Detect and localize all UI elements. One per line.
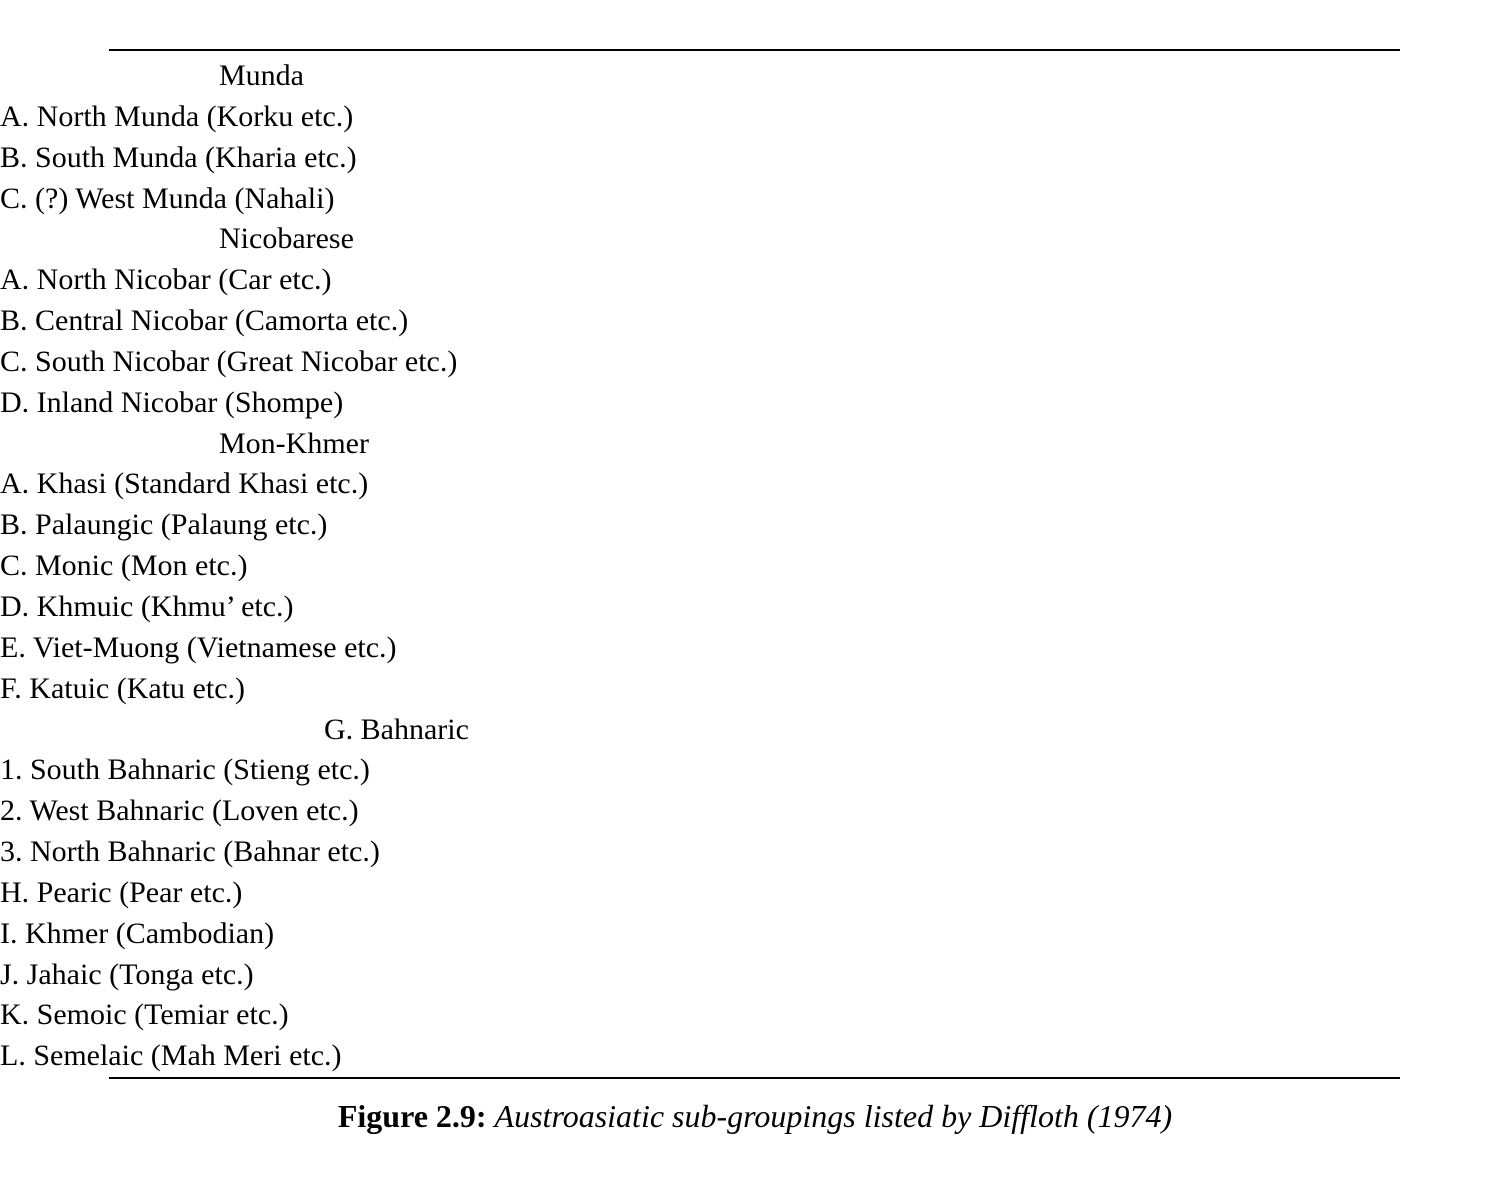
- subbranch-item: 1. South Bahnaric (Stieng etc.): [0, 753, 370, 787]
- branch-item: I. Khmer (Cambodian): [0, 916, 275, 950]
- figure-caption: [0, 1094, 1510, 1138]
- group-heading: Munda: [219, 59, 304, 92]
- group-munda: [0, 56, 1510, 219]
- top-rule: [109, 49, 1400, 51]
- branch-list: [0, 464, 1510, 1077]
- branch-bahnaric: [0, 710, 1510, 873]
- figure-label: Figure 2.9:: [337, 1098, 487, 1134]
- group-mon-khmer: [0, 424, 1510, 1078]
- figure-caption-text: Austroasiatic sub-groupings listed by Diffloth (1974): [494, 1098, 1173, 1134]
- branch-item: A. North Munda (Korku etc.): [0, 99, 354, 133]
- branch-item: D. Inland Nicobar (Shompe): [0, 385, 344, 419]
- group-nicobarese: [0, 219, 1510, 423]
- bottom-rule: [109, 1077, 1400, 1079]
- branch-list: [0, 97, 1510, 220]
- branch-item: C. Monic (Mon etc.): [0, 549, 248, 583]
- branch-item: F. Katuic (Katu etc.): [0, 671, 246, 705]
- branch-item: C. South Nicobar (Great Nicobar etc.): [0, 344, 458, 378]
- branch-item: L. Semelaic (Mah Meri etc.): [0, 1039, 342, 1073]
- subbranch-item: 2. West Bahnaric (Loven etc.): [0, 794, 359, 828]
- group-heading: Nicobarese: [219, 222, 354, 256]
- branch-item: G. Bahnaric: [324, 712, 469, 746]
- subbranch-item: 3. North Bahnaric (Bahnar etc.): [0, 835, 380, 869]
- branch-item: D. Khmuic (Khmu’ etc.): [0, 589, 294, 623]
- branch-item: B. Palaungic (Palaung etc.): [0, 508, 328, 542]
- branch-list: [0, 260, 1510, 423]
- branch-item: B. South Munda (Kharia etc.): [0, 140, 357, 174]
- branch-item: B. Central Nicobar (Camorta etc.): [0, 304, 409, 338]
- subgrouping-list: [0, 56, 1510, 1077]
- branch-item: A. North Nicobar (Car etc.): [0, 263, 332, 297]
- group-heading: Mon-Khmer: [219, 426, 369, 460]
- branch-item: H. Pearic (Pear etc.): [0, 875, 243, 909]
- branch-item: A. Khasi (Standard Khasi etc.): [0, 467, 369, 501]
- branch-item: C. (?) West Munda (Nahali): [0, 181, 335, 215]
- subbranch-list: [0, 750, 1510, 873]
- branch-item: E. Viet-Muong (Vietnamese etc.): [0, 630, 397, 664]
- branch-item: K. Semoic (Temiar etc.): [0, 998, 289, 1032]
- branch-item: J. Jahaic (Tonga etc.): [0, 957, 254, 991]
